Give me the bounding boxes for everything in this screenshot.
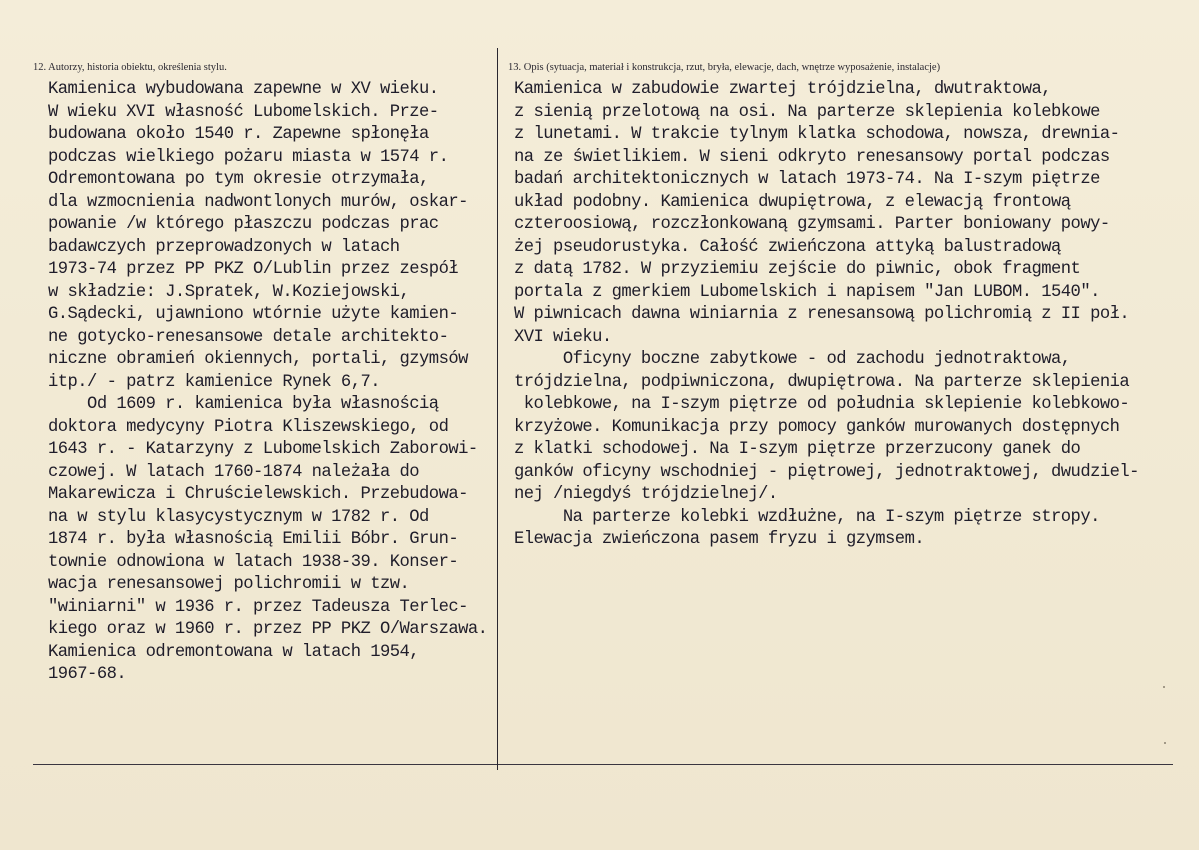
description-text: Kamienica w zabudowie zwartej trójdzielna, dwutraktowa, z sienią przelotową na osi. Na parterze sklepienia kolebkowe z lunetami. W trakcie tylnym klatka schodowa, nowsza, drewnia- na ze świetlikiem. W sieni odkryto renesansowy portal podczas badań architektonicznych w latach 1973-74. Na I-szym piętrze układ podobny. Kamienica dwupiętrowa, z elewacją frontową czteroosiową, rozczłonkowaną gzymsami. Parter boniowany powy- żej pseudorustyka. Całość zwieńczona attyką balustradową z datą 1782. W przyziemiu zejście do piwnic, obok fragment portala z gmerkiem Lubomelskich i napisem "Jan LUBOM. 1540". W piwnicach dawna winiarnia z renesansową polichromią z II poł. XVI wieku. Oficyny boczne zabytkowe - od zachodu jednotraktowa, trójdzielna, podpiwniczona, dwupiętrowa. Na parterze sklepienia kolebkowe, na I-szym piętrze od południa sklepienie kolebkowo- krzyżowe. Komunikacja przy pomocy ganków murowanych dostępnych z klatki schodowej. Na I-szym piętrze przerzucony ganek do ganków oficyny wschodniej - piętrowej, jednotraktowej, dwudziel- nej /niegdyś trójdzielnej/. Na parterze kolebki wzdłużne, na I-szym piętrze stropy. Elewacja zwieńczona pasem fryzu i gzymsem. <box>514 80 1139 549</box>
history-text: Kamienica wybudowana zapewne w XV wieku. W wieku XVI własność Lubomelskich. Prze- budowana około 1540 r. Zapewne spłonęła podczas wielkiego pożaru miasta w 1574 r. Odremontowana po tym okresie otrzymała, dla wzmocnienia nadwontlonych murów, oskar- powanie /w którego płaszczu podczas prac badawczych przeprowadzonych w latach 1973-74 przez PP PKZ O/Lublin przez zespół w składzie: J.Spratek, W.Koziejowski, G.Sądecki, ujawniono wtórnie użyte kamien- ne gotycko-renesansowe detale architekto- niczne obramień okiennych, portali, gzymsów itp./ - patrz kamienice Rynek 6,7. Od 1609 r. kamienica była własnością doktora medycyny Piotra Kliszewskiego, od 1643 r. - Katarzyny z Lubomelskich Zaborowi- czowej. W latach 1760-1874 należała do Makarewicza i Chruścielewskich. Przebudowa- na w stylu klasycystycznym w 1782 r. Od 1874 r. była własnością Emilii Bóbr. Grun- townie odnowiona w latach 1938-39. Konser- wacja renesansowej polichromii w tzw. "winiarni" w 1936 r. przez Tadeusza Terlec- kiego oraz w 1960 r. przez PP PKZ O/Warszawa. Kamienica odremontowana w latach 1954, 1967-68. <box>48 80 488 684</box>
paper-speck <box>1164 742 1166 744</box>
bottom-rule <box>33 764 1173 765</box>
column-divider-tail <box>497 740 498 770</box>
section-12-header: 12. Autorzy, historia obiektu, określenia stylu. <box>33 62 227 73</box>
section-13-header: 13. Opis (sytuacja, materiał i konstrukcja, rzut, bryła, elewacje, dach, wnętrze wyposażenie, instalacje) <box>508 62 941 73</box>
paper-speck <box>1163 686 1165 688</box>
